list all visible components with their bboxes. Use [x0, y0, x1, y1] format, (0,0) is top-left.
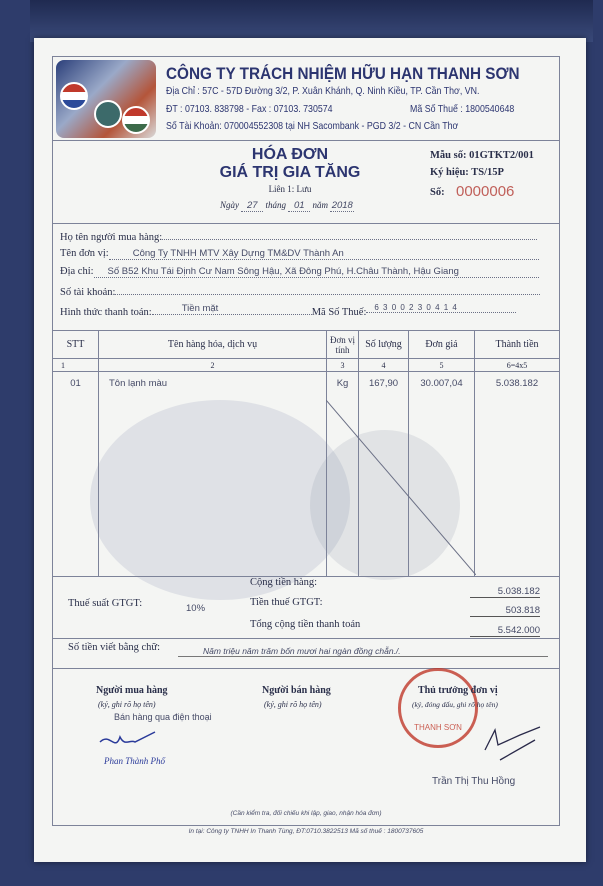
row-stt: 01: [53, 372, 99, 577]
invoice-subtitle: GIÁ TRỊ GIA TĂNG: [219, 164, 361, 181]
divider: [52, 668, 560, 669]
col-header: STT: [53, 331, 99, 359]
invoice-copy: Liên 1: Lưu: [268, 184, 312, 194]
amount-words: Năm triệu năm trăm bốn mươi hai ngàn đồng chẵn./.: [178, 646, 548, 657]
row-total: 5.038.182: [475, 372, 560, 577]
company-logo: [56, 60, 156, 138]
invoice-title: HÓA ĐƠN: [251, 146, 329, 163]
buyer-remark: Bán hàng qua điện thoại: [114, 712, 212, 722]
buyer-name-row: [60, 230, 550, 243]
buyer-unit: Công Ty TNHH MTV Xây Dựng TM&DV Thành An: [109, 248, 539, 260]
buyer-sign-title: Người mua hàng: [96, 685, 168, 696]
col-number: 6=4x5: [475, 359, 560, 372]
buyer-unit-label: Tên đơn vị:: [60, 248, 109, 259]
row-unit-price: 30.007,04: [409, 372, 475, 577]
seller-sign-title: Người bán hàng: [262, 685, 331, 696]
footer-note: (Cần kiểm tra, đối chiếu khi lập, giao, nhận hóa đơn): [230, 810, 382, 817]
col-header: Đơn giá: [409, 331, 475, 359]
row-quantity: 167,90: [359, 372, 409, 577]
buyer-account-row: [60, 285, 550, 298]
col-header: Thành tiền: [475, 331, 560, 359]
buyer-signature: [95, 727, 165, 755]
col-header: Đơn vị tính: [327, 331, 359, 359]
row-item-name: Tôn lạnh màu: [99, 372, 327, 577]
buyer-signed-name: Phan Thành Phố: [104, 756, 166, 766]
amount-words-label: Số tiền viết bằng chữ:: [68, 642, 161, 653]
date-day: 27: [241, 200, 263, 212]
printer-info: In tại: Công ty TNHH In Thanh Tùng, ĐT:0710.3822513 Mã số thuế : 1800737605: [188, 828, 424, 835]
col-number: 3: [327, 359, 359, 372]
buyer-sign-note: (ký, ghi rõ họ tên): [98, 700, 156, 709]
cancel-diagonal-line: [326, 400, 476, 575]
head-signed-name: Trần Thị Thu Hồng: [432, 776, 516, 787]
buyer-name-label: Họ tên người mua hàng:: [60, 232, 163, 243]
col-number: 5: [409, 359, 475, 372]
col-header: Số lượng: [359, 331, 409, 359]
date-label: Ngày: [220, 200, 239, 210]
head-sign-title: Thủ trưởng đơn vị: [418, 685, 498, 696]
vat-label: Tiền thuế GTGT:: [250, 597, 323, 608]
col-number-row: [53, 359, 560, 372]
company-account: Số Tài Khoản: 070004552308 tại NH Sacombank - PGD 3/2 - CN Cần Thơ: [166, 120, 459, 132]
col-header: Tên hàng hóa, dịch vụ: [99, 331, 327, 359]
head-sign-note: (ký, đóng dấu, ghi rõ họ tên): [412, 700, 498, 709]
buyer-account-label: Số tài khoản:: [60, 287, 116, 298]
invoice-number: 0000006: [456, 183, 515, 200]
head-signature: [480, 715, 550, 765]
vat-rate-label: Thuế suất GTGT:: [68, 598, 143, 609]
buyer-tax-code: 6 3 0 0 2 3 0 4 1 4: [366, 303, 516, 313]
subtotal-value: 5.038.182: [470, 586, 540, 598]
date-year: 2018: [331, 200, 353, 211]
table-header: [53, 331, 560, 359]
col-number: 2: [99, 359, 327, 372]
form-number: Mẫu số: 01GTKT2/001: [430, 150, 534, 161]
items-table: [52, 330, 560, 577]
date-label: tháng: [265, 200, 287, 210]
vat-rate: 10%: [186, 603, 206, 614]
grand-total-value: 5.542.000: [470, 625, 540, 637]
vat-value: 503.818: [470, 605, 540, 617]
date-month: 01: [288, 200, 310, 212]
invoice-date: [220, 200, 400, 212]
buyer-address-label: Địa chỉ:: [60, 266, 94, 277]
subtotal-label: Cộng tiền hàng:: [250, 577, 318, 588]
table-row: [53, 372, 560, 577]
company-address: Địa Chỉ : 57C - 57D Đường 3/2, P. Xuân Khánh, Q. Ninh Kiều, TP. Cần Thơ, VN.: [166, 85, 480, 97]
company-phone: ĐT : 07103. 838798 - Fax : 07103. 730574: [166, 103, 333, 115]
buyer-tax-label: Mã Số Thuế:: [311, 307, 367, 318]
grand-total-label: Tổng cộng tiền thanh toán: [250, 619, 361, 630]
stamp-text: THANH SƠN: [414, 723, 462, 732]
notebook-binding: [30, 0, 593, 42]
row-unit: Kg: [327, 372, 359, 577]
buyer-address: Số B52 Khu Tái Định Cư Nam Sông Hậu, Xã Đông Phú, H.Châu Thành, Hậu Giang: [94, 266, 539, 278]
divider: [52, 223, 560, 224]
payment-method: Tiền mặt: [152, 303, 312, 315]
col-number: 1: [53, 359, 99, 372]
divider: [52, 140, 560, 141]
col-number: 4: [359, 359, 409, 372]
company-tax-code: Mã Số Thuế : 1800540648: [410, 103, 515, 115]
divider: [52, 638, 560, 639]
company-name: CÔNG TY TRÁCH NHIỆM HỮU HẠN THANH SƠN: [166, 64, 520, 83]
date-label: năm: [312, 200, 329, 210]
invoice-symbol: Ký hiệu: TS/15P: [430, 167, 504, 178]
payment-label: Hình thức thanh toán:: [60, 307, 152, 318]
buyer-address-row: [60, 266, 550, 278]
payment-row: [60, 303, 550, 318]
seller-sign-note: (ký, ghi rõ họ tên): [264, 700, 322, 709]
invoice-number-label: Số:: [430, 187, 445, 198]
buyer-unit-row: [60, 248, 550, 260]
